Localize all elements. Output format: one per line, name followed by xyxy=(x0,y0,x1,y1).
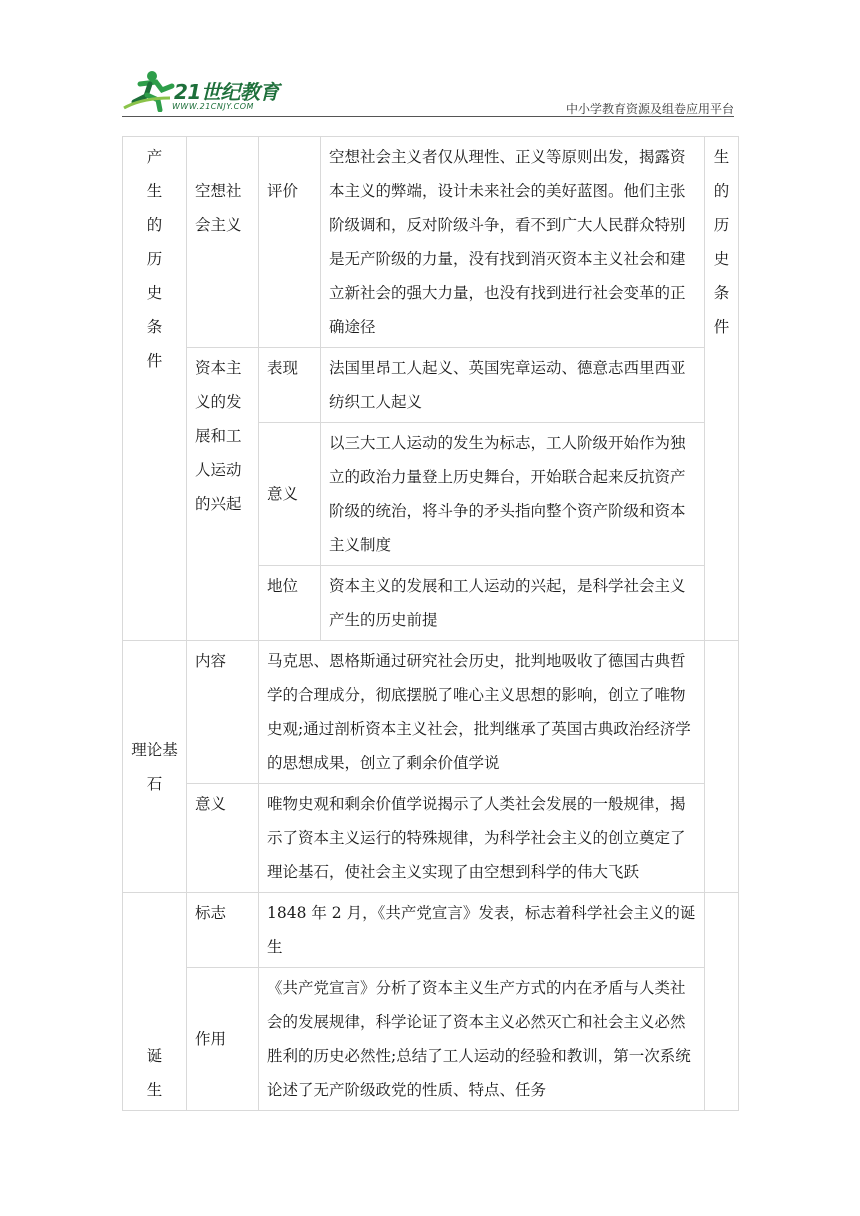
brand-name: 21世纪教育 xyxy=(174,80,279,104)
table-row xyxy=(123,784,739,893)
row-text: 以三大工人运动的发生为标志，工人阶级开始作为独立的政治力量登上历史舞台，开始联合起来反抗资产阶级的统治，将斗争的矛头指向整个资产阶级和资本主义制度 xyxy=(321,423,705,566)
row-text: 马克思、恩格斯通过研究社会历史，批判地吸收了德国古典哲学的合理成分，彻底摆脱了唯心主义思想的影响，创立了唯物史观;通过剖析资本主义社会，批判继承了英国古典政治经济学的思想成果，创立了剩余价值学说 xyxy=(259,641,705,784)
header-divider xyxy=(122,116,734,117)
row-text: 法国里昂工人起义、英国宪章运动、德意志西里西亚纺织工人起义 xyxy=(321,348,705,423)
row-label: 地位 xyxy=(259,566,321,641)
page-header xyxy=(122,68,734,116)
utopian-title: 空想社会主义 xyxy=(187,137,259,348)
row-text: 1848 年 2 月，《共产党宣言》发表，标志着科学社会主义的诞生 xyxy=(259,893,705,968)
brand-url: WWW.21CNJY.COM xyxy=(172,102,254,111)
row-text: 资本主义的发展和工人运动的兴起，是科学社会主义产生的历史前提 xyxy=(321,566,705,641)
platform-title: 中小学教育资源及组卷应用平台 xyxy=(565,102,734,116)
table-row xyxy=(123,348,739,423)
table-row xyxy=(123,137,739,348)
eval-label: 评价 xyxy=(259,137,321,348)
runner-logo-icon xyxy=(122,68,178,112)
empty-cell xyxy=(705,641,739,893)
row-label: 意义 xyxy=(259,423,321,566)
table-row xyxy=(123,641,739,784)
table-row xyxy=(123,893,739,968)
section-label-birth: 诞生 xyxy=(123,893,187,1111)
section-label-history-right: 生 的 历 史 条 件 xyxy=(705,137,739,641)
row-text: 《共产党宣言》分析了资本主义生产方式的内在矛盾与人类社会的发展规律，科学论证了资本主义必然灭亡和社会主义必然胜利的历史必然性;总结了工人运动的经验和教训，第一次系统论述了无产阶级政党的性质、特点、任务 xyxy=(259,968,705,1111)
logo xyxy=(122,68,292,112)
empty-cell xyxy=(705,893,739,1111)
row-label: 内容 xyxy=(187,641,259,784)
content-table xyxy=(122,136,739,1111)
row-label: 意义 xyxy=(187,784,259,893)
row-label: 表现 xyxy=(259,348,321,423)
section-label-theory: 理论基石 xyxy=(123,641,187,893)
table-row xyxy=(123,968,739,1111)
capitalism-title: 资本主义的发展和工人运动的兴起 xyxy=(187,348,259,641)
row-label: 作用 xyxy=(187,968,259,1111)
row-label: 标志 xyxy=(187,893,259,968)
row-text: 唯物史观和剩余价值学说揭示了人类社会发展的一般规律，揭示了资本主义运行的特殊规律，为科学社会主义的创立奠定了理论基石，使社会主义实现了由空想到科学的伟大飞跃 xyxy=(259,784,705,893)
section-label-history: 产 生 的 历 史 条 件 xyxy=(123,137,187,641)
eval-text: 空想社会主义者仅从理性、正义等原则出发，揭露资本主义的弊端，设计未来社会的美好蓝图。他们主张阶级调和，反对阶级斗争，看不到广大人民群众特别是无产阶级的力量，没有找到消灭资本主义社会和建立新社会的强大力量，也没有找到进行社会变革的正确途径 xyxy=(321,137,705,348)
